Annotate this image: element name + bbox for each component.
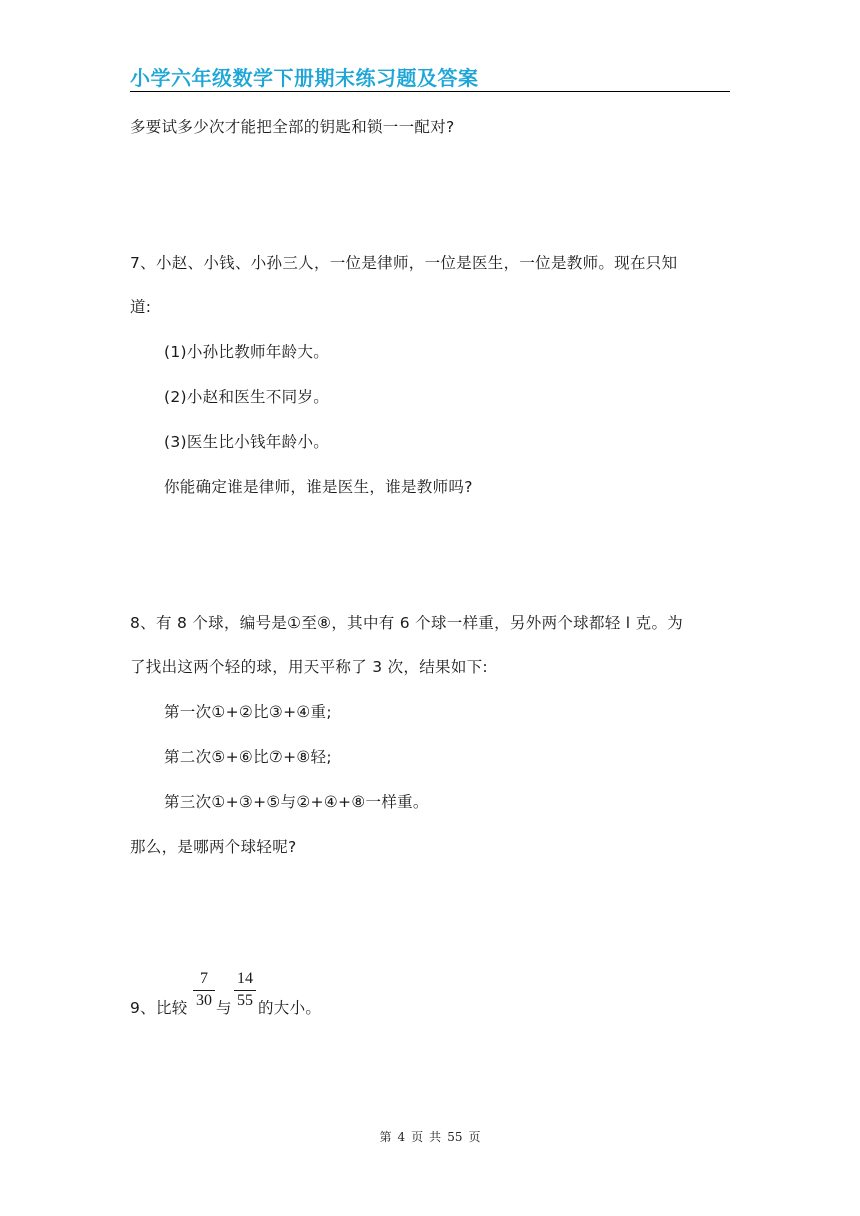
question-8-result-2: 第二次⑤+⑥比⑦+⑧轻; (164, 748, 332, 766)
question-7-line-1: 7、小赵、小钱、小孙三人，一位是律师，一位是医生，一位是教师。现在只知 (130, 254, 678, 272)
fraction-2-bar (234, 990, 256, 991)
footer-label-di: 第 (379, 1130, 392, 1144)
question-8-line-2: 了找出这两个轻的球，用天平称了 3 次，结果如下: (130, 658, 488, 676)
question-8-result-3: 第三次①+③+⑤与②+④+⑧一样重。 (164, 793, 429, 811)
fraction-1-bar (193, 990, 215, 991)
fraction-14-55 (234, 970, 256, 1010)
fraction-7-30 (193, 970, 215, 1010)
current-page-number: 4 (397, 1130, 406, 1144)
question-7-condition-1: (1)小孙比教师年龄大。 (164, 343, 330, 361)
fraction-1-denominator: 30 (196, 992, 212, 1009)
question-7-ask: 你能确定谁是律师，谁是医生，谁是教师吗? (164, 478, 473, 496)
question-6-tail: 多要试多少次才能把全部的钥匙和锁一一配对? (130, 118, 455, 136)
document-title: 小学六年级数学下册期末练习题及答案 (130, 66, 479, 90)
fraction-1-numerator: 7 (200, 970, 208, 987)
page-footer (0, 1128, 860, 1145)
question-7-condition-2: (2)小赵和医生不同岁。 (164, 388, 330, 406)
question-7-line-2: 道: (130, 298, 152, 316)
question-8-ask: 那么，是哪两个球轻呢? (130, 838, 297, 856)
question-8-line-1: 8、有 8 个球，编号是①至⑧，其中有 6 个球一样重，另外两个球都轻 l 克。为 (130, 614, 684, 632)
footer-label-ye: 页 (411, 1130, 424, 1144)
total-pages-number: 55 (447, 1130, 463, 1144)
question-8-result-1: 第一次①+②比③+④重; (164, 703, 332, 721)
fraction-2-denominator: 55 (237, 992, 253, 1009)
question-9-suffix: 的大小。 (258, 999, 322, 1017)
page-header (130, 60, 730, 92)
question-9-connector: 与 (216, 999, 232, 1017)
question-9-prefix: 9、比较 (130, 999, 188, 1017)
footer-label-gong: 共 (429, 1130, 442, 1144)
footer-label-ye-2: 页 (468, 1130, 481, 1144)
question-7-condition-3: (3)医生比小钱年龄小。 (164, 433, 330, 451)
fraction-2-numerator: 14 (237, 970, 253, 987)
